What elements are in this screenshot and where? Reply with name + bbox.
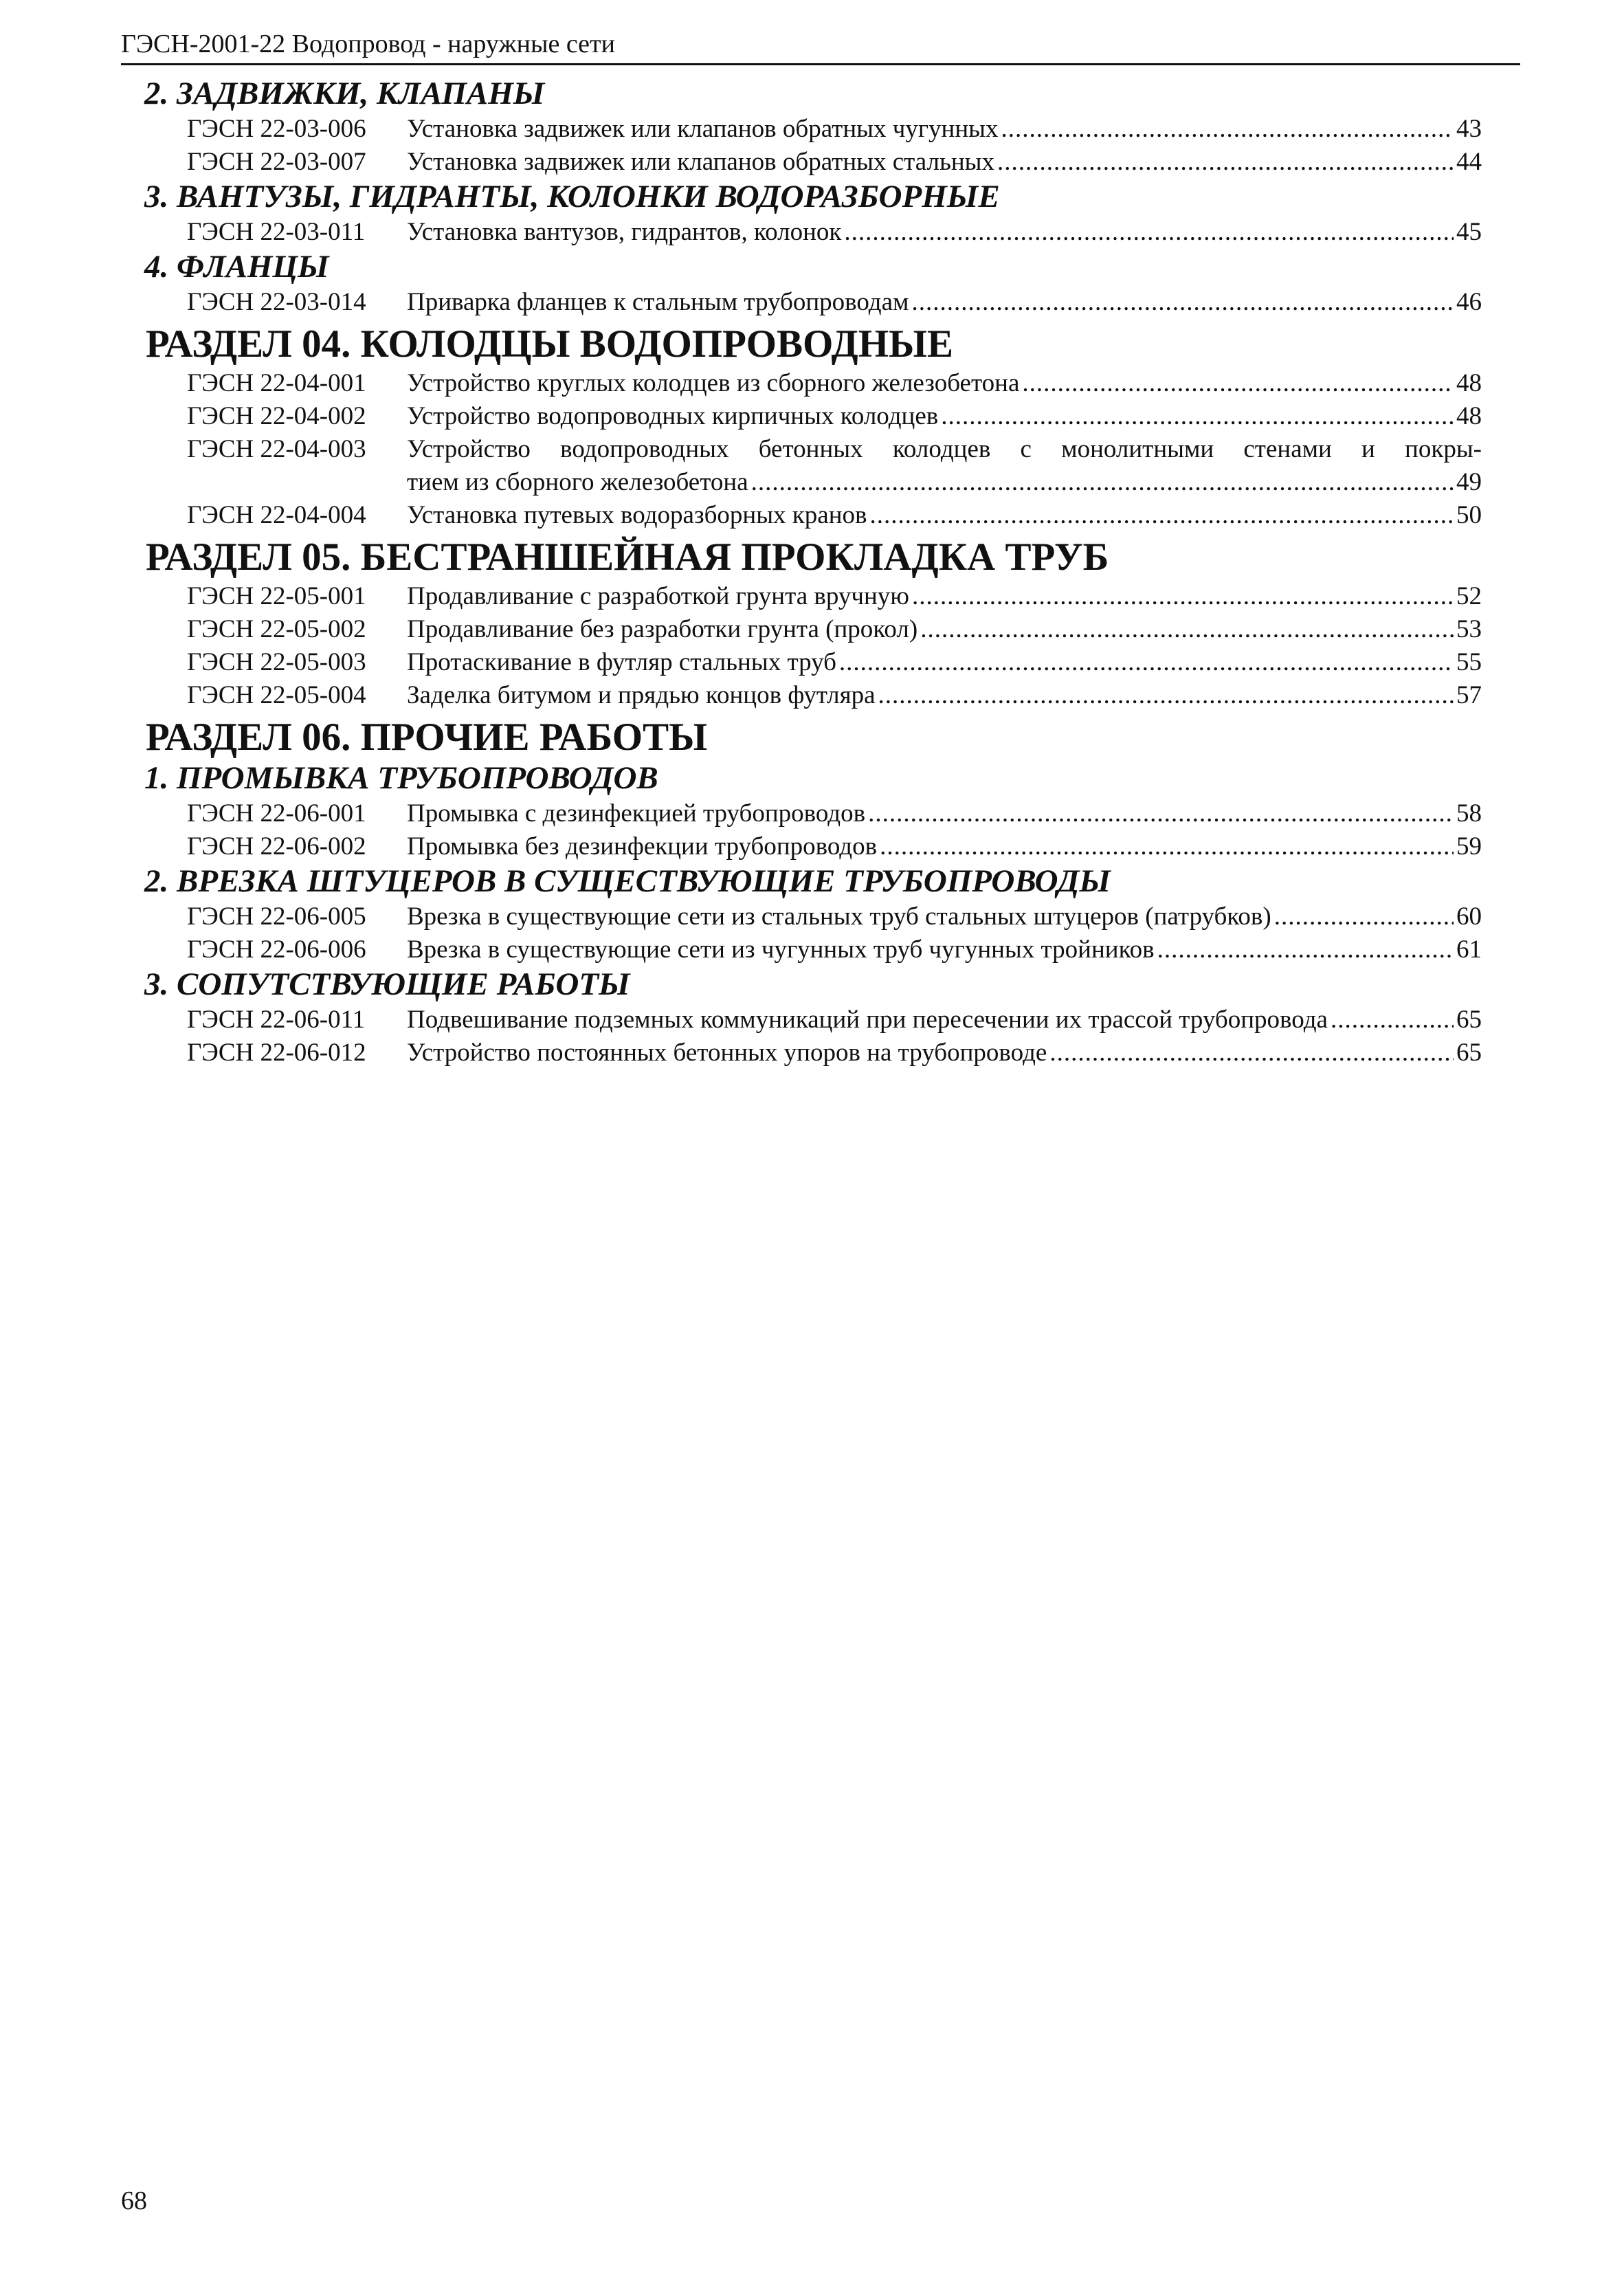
entry-page-number: 60 [1456, 902, 1482, 931]
toc-entry[interactable] [121, 400, 1482, 433]
entry-body [407, 499, 1482, 532]
entry-page-number: 43 [1456, 115, 1482, 143]
entry-title: Приварка фланцев к стальным трубопроводам [407, 288, 909, 316]
entry-code: ГЭСН 22-05-002 [187, 615, 366, 643]
dot-leader [941, 400, 1454, 433]
entry-code: ГЭСН 22-04-002 [187, 402, 366, 430]
entry-title-row [407, 113, 1482, 146]
dot-leader [1001, 113, 1454, 146]
subsection-heading: 4. ФЛАНЦЫ [144, 249, 329, 285]
entry-title-row [407, 613, 1482, 646]
toc-entry[interactable] [121, 613, 1482, 646]
entry-body [407, 900, 1482, 933]
entry-title-row [407, 679, 1482, 712]
entry-body [407, 400, 1482, 433]
entry-code: ГЭСН 22-05-003 [187, 648, 366, 676]
entry-title: Установка вантузов, гидрантов, колонок [407, 218, 842, 246]
entry-title: Промывка с дезинфекцией трубопроводов [407, 799, 866, 828]
entry-page-number: 45 [1456, 218, 1482, 246]
toc-subsection [121, 966, 1482, 1069]
toc-entry[interactable] [121, 433, 1482, 499]
entry-title: Установка задвижек или клапанов обратных чугунных [407, 115, 999, 143]
entry-code: ГЭСН 22-04-004 [187, 501, 366, 529]
entry-title-row [407, 646, 1482, 679]
entry-page-number: 57 [1456, 681, 1482, 709]
dot-leader [997, 146, 1454, 179]
toc-entry[interactable] [121, 797, 1482, 830]
toc-entry[interactable] [121, 286, 1482, 319]
toc-entry-list [121, 1004, 1482, 1069]
subsection-heading: 2. ВРЕЗКА ШТУЦЕРОВ В СУЩЕСТВУЮЩИЕ ТРУБОПРОВОДЫ [144, 863, 1111, 899]
entry-page-number: 48 [1456, 402, 1482, 430]
entry-code: ГЭСН 22-04-003 [187, 435, 366, 463]
toc-entry[interactable] [121, 900, 1482, 933]
toc-entry-list [121, 900, 1482, 966]
toc-entry[interactable] [121, 933, 1482, 966]
toc-entry-list [121, 113, 1482, 179]
entry-title-row [407, 367, 1482, 400]
entry-page-number: 55 [1456, 648, 1482, 676]
entry-body [407, 933, 1482, 966]
toc-section [121, 536, 1482, 712]
toc-section [121, 716, 1482, 759]
section-heading: РАЗДЕЛ 04. КОЛОДЦЫ ВОДОПРОВОДНЫЕ [146, 322, 954, 366]
table-of-contents [121, 76, 1482, 1069]
dot-leader [1274, 900, 1454, 933]
entry-title: Устройство постоянных бетонных упоров на трубопроводе [407, 1039, 1047, 1067]
entry-title-row [407, 286, 1482, 319]
entry-title: Устройство круглых колодцев из сборного железобетона [407, 369, 1020, 397]
entry-body [407, 1036, 1482, 1069]
toc-section [121, 323, 1482, 532]
entry-title: Продавливание без разработки грунта (прокол) [407, 615, 918, 643]
entry-title-row [407, 1036, 1482, 1069]
toc-entry[interactable] [121, 1036, 1482, 1069]
entry-code: ГЭСН 22-03-007 [187, 148, 366, 176]
toc-entry[interactable] [121, 646, 1482, 679]
toc-entry[interactable] [121, 146, 1482, 179]
toc-entry-list [121, 580, 1482, 712]
entry-code: ГЭСН 22-03-014 [187, 288, 366, 316]
toc-subsection [121, 76, 1482, 179]
entry-code: ГЭСН 22-06-012 [187, 1039, 366, 1067]
entry-code: ГЭСН 22-03-011 [187, 218, 366, 246]
entry-title-row [407, 830, 1482, 863]
entry-title-row [407, 1004, 1482, 1036]
entry-body [407, 679, 1482, 712]
dot-leader [868, 797, 1454, 830]
entry-title-row [407, 933, 1482, 966]
entry-page-number: 59 [1456, 832, 1482, 861]
header-rule [121, 63, 1520, 65]
toc-entry[interactable] [121, 216, 1482, 249]
dot-leader [911, 286, 1454, 319]
entry-page-number: 52 [1456, 582, 1482, 610]
toc-subsection [121, 249, 1482, 319]
toc-entry[interactable] [121, 499, 1482, 532]
entry-code: ГЭСН 22-06-005 [187, 902, 366, 931]
entry-body [407, 613, 1482, 646]
entry-body [407, 646, 1482, 679]
dot-leader [920, 613, 1454, 646]
entry-page-number: 44 [1456, 148, 1482, 176]
entry-page-number: 49 [1456, 468, 1482, 496]
entry-title: тием из сборного железобетона [407, 468, 748, 496]
entry-page-number: 65 [1456, 1039, 1482, 1067]
entry-body [407, 433, 1482, 499]
entry-code: ГЭСН 22-05-001 [187, 582, 366, 610]
entry-code: ГЭСН 22-05-004 [187, 681, 366, 709]
toc-entry-list [121, 286, 1482, 319]
running-header: ГЭСН-2001-22 Водопровод - наружные сети [121, 30, 615, 58]
entry-title-row [407, 466, 1482, 499]
entry-body [407, 286, 1482, 319]
toc-entry-list [121, 797, 1482, 863]
entry-title-row [407, 146, 1482, 179]
entry-code: ГЭСН 22-04-001 [187, 369, 366, 397]
entry-title: Протаскивание в футляр стальных труб [407, 648, 836, 676]
entry-body [407, 797, 1482, 830]
section-heading: РАЗДЕЛ 05. БЕСТРАНШЕЙНАЯ ПРОКЛАДКА ТРУБ [146, 535, 1109, 579]
entry-code: ГЭСН 22-06-001 [187, 799, 366, 828]
entry-title: Устройство водопроводных кирпичных колодцев [407, 402, 939, 430]
entry-page-number: 48 [1456, 369, 1482, 397]
entry-code: ГЭСН 22-06-006 [187, 935, 366, 964]
dot-leader [878, 679, 1454, 712]
entry-code: ГЭСН 22-03-006 [187, 115, 366, 143]
dot-leader [869, 499, 1454, 532]
entry-title-row [407, 797, 1482, 830]
entry-body [407, 830, 1482, 863]
entry-body [407, 216, 1482, 249]
subsection-heading: 1. ПРОМЫВКА ТРУБОПРОВОДОВ [144, 760, 658, 796]
subsection-heading: 3. ВАНТУЗЫ, ГИДРАНТЫ, КОЛОНКИ ВОДОРАЗБОРНЫЕ [144, 179, 1000, 214]
entry-title-row [407, 499, 1482, 532]
entry-title: Продавливание с разработкой грунта вручную [407, 582, 909, 610]
entry-body [407, 146, 1482, 179]
entry-body [407, 367, 1482, 400]
entry-title: Врезка в существующие сети из стальных труб стальных штуцеров (патрубков) [407, 902, 1271, 931]
entry-page-number: 61 [1456, 935, 1482, 964]
dot-leader [880, 830, 1454, 863]
dot-leader [1331, 1004, 1454, 1036]
toc-entry[interactable] [121, 367, 1482, 400]
toc-entry[interactable] [121, 580, 1482, 613]
dot-leader [1022, 367, 1454, 400]
entry-title: Установка путевых водоразборных кранов [407, 501, 867, 529]
toc-entry[interactable] [121, 679, 1482, 712]
dot-leader [844, 216, 1454, 249]
entry-title-row [407, 216, 1482, 249]
entry-title-row [407, 400, 1482, 433]
dot-leader [912, 580, 1454, 613]
section-heading: РАЗДЕЛ 06. ПРОЧИЕ РАБОТЫ [146, 716, 708, 759]
entry-page-number: 58 [1456, 799, 1482, 828]
entry-page-number: 53 [1456, 615, 1482, 643]
entry-title-row [407, 900, 1482, 933]
toc-subsection [121, 760, 1482, 863]
entry-page-number: 50 [1456, 501, 1482, 529]
entry-page-number: 65 [1456, 1006, 1482, 1034]
dot-leader [1049, 1036, 1454, 1069]
page-number: 68 [121, 2186, 147, 2215]
toc-entry-list [121, 216, 1482, 249]
entry-page-number: 46 [1456, 288, 1482, 316]
toc-entry[interactable] [121, 113, 1482, 146]
dot-leader [751, 466, 1454, 499]
entry-body [407, 1004, 1482, 1036]
toc-subsection [121, 863, 1482, 966]
entry-title: Установка задвижек или клапанов обратных стальных [407, 148, 995, 176]
entry-body [407, 580, 1482, 613]
entry-title: Врезка в существующие сети из чугунных труб чугунных тройников [407, 935, 1155, 964]
entry-title-row [407, 580, 1482, 613]
entry-code: ГЭСН 22-06-011 [187, 1006, 366, 1034]
subsection-heading: 3. СОПУТСТВУЮЩИЕ РАБОТЫ [144, 966, 630, 1002]
entry-body [407, 113, 1482, 146]
entry-title: Подвешивание подземных коммуникаций при пересечении их трассой трубопровода [407, 1006, 1328, 1034]
dot-leader [1157, 933, 1454, 966]
entry-title: Заделка битумом и прядью концов футляра [407, 681, 876, 709]
entry-title-line: Устройство водопроводных бетонных колодцев с монолитными стенами и покры- [407, 435, 1482, 463]
toc-subsection [121, 179, 1482, 249]
toc-entry-list [121, 367, 1482, 532]
subsection-heading: 2. ЗАДВИЖКИ, КЛАПАНЫ [144, 76, 545, 111]
entry-title: Промывка без дезинфекции трубопроводов [407, 832, 878, 861]
dot-leader [839, 646, 1454, 679]
toc-entry[interactable] [121, 1004, 1482, 1036]
entry-code: ГЭСН 22-06-002 [187, 832, 366, 861]
toc-entry[interactable] [121, 830, 1482, 863]
